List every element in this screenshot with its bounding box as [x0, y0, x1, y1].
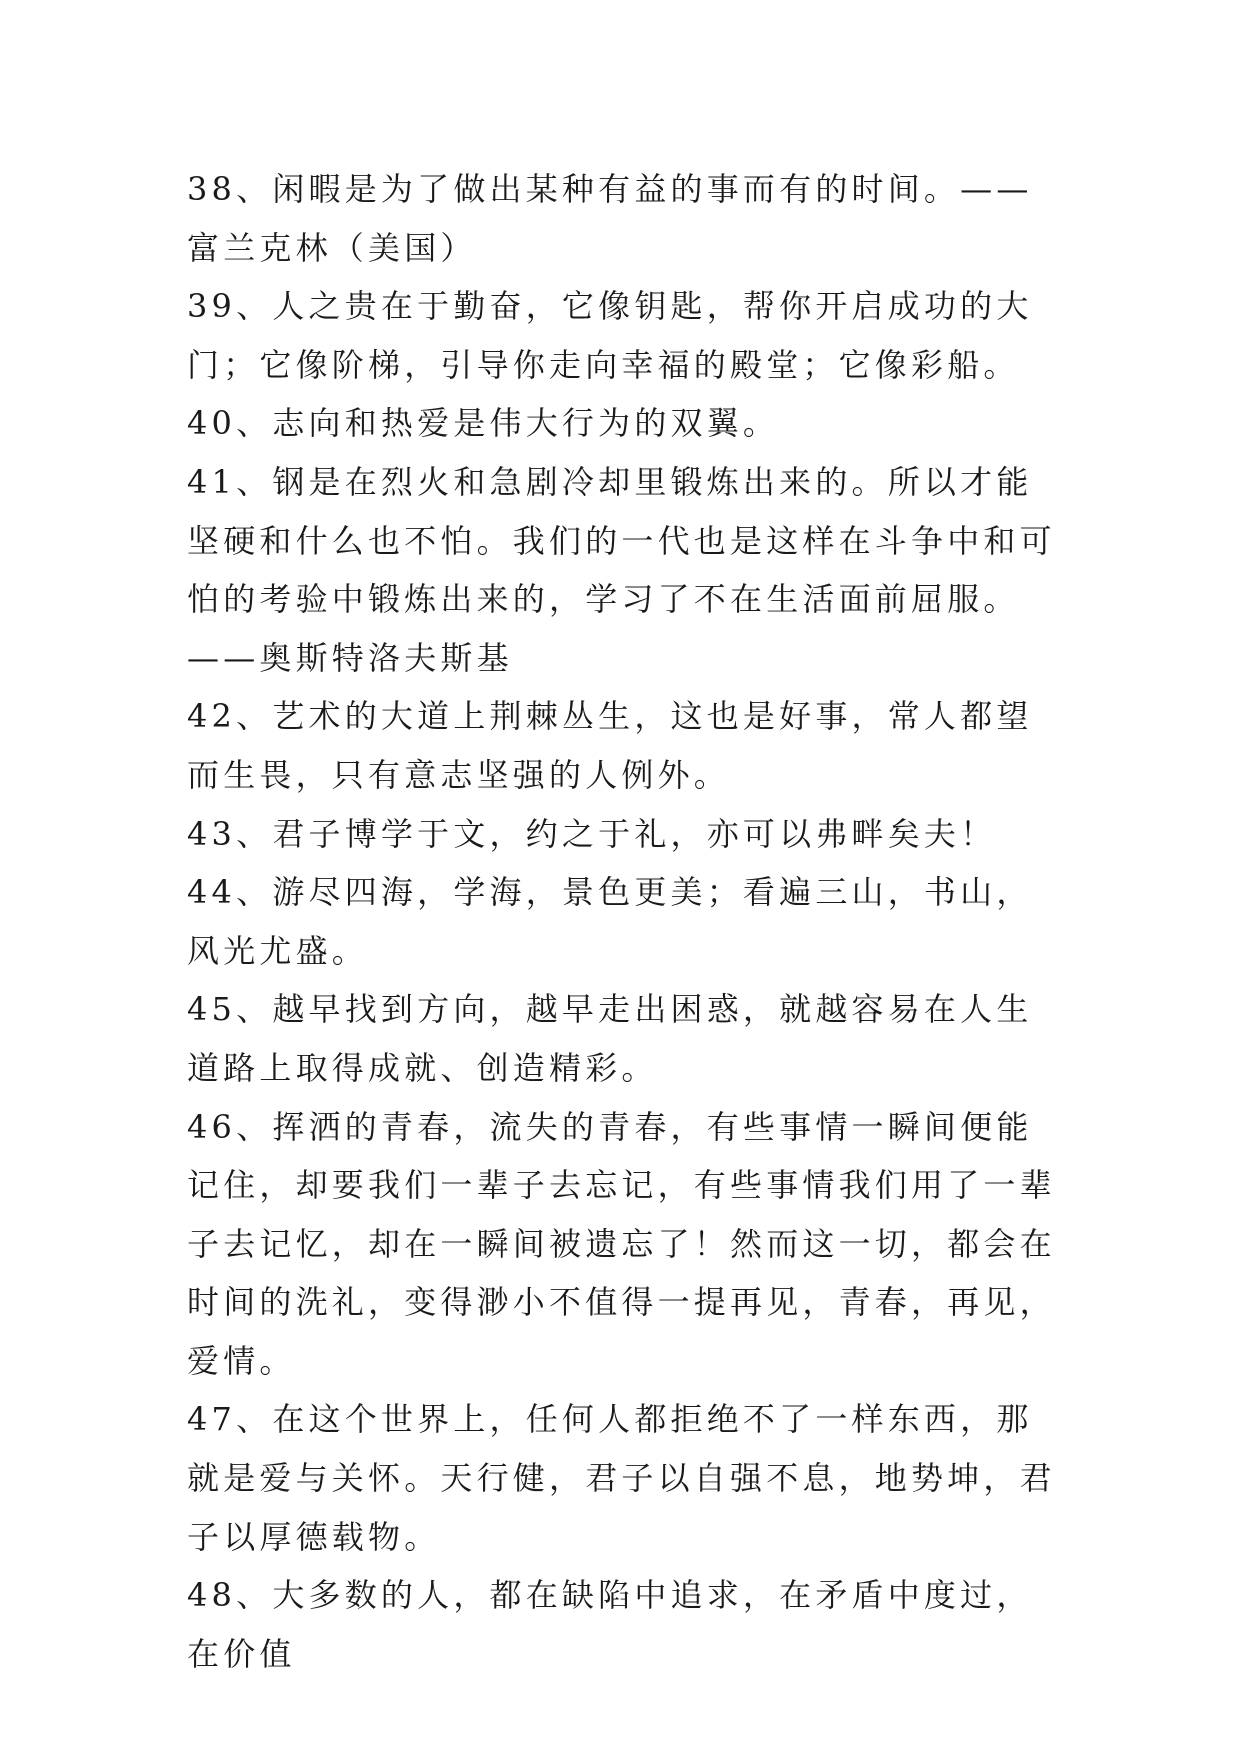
quote-45: 45、越早找到方向，越早走出困惑，就越容易在人生道路上取得成就、创造精彩。: [187, 990, 1033, 1087]
quote-41: 41、钢是在烈火和急剧冷却里锻炼出来的。所以才能坚硬和什么也不怕。我们的一代也是这样在斗争中和可怕的考验中锻炼出来的，学习了不在生活面前屈服。——奥斯特洛夫斯基: [187, 462, 1056, 677]
quote-48: 48、大多数的人，都在缺陷中追求，在矛盾中度过，在价值: [187, 1576, 1033, 1673]
quote-46: 46、挥洒的青春，流失的青春，有些事情一瞬间便能记住，却要我们一辈子去忘记，有些事情我们用了一辈子去记忆，却在一瞬间被遗忘了！然而这一切，都会在时间的洗礼，变得渺小不值得一提再见，青春，再见，爱情。: [187, 1107, 1056, 1380]
document-body: [187, 160, 1067, 1683]
quote-43: 43、君子博学于文，约之于礼，亦可以弗畔矣夫！: [187, 814, 997, 853]
quote-44: 44、游尽四海，学海，景色更美；看遍三山，书山，风光尤盛。: [187, 873, 1033, 970]
quote-39: 39、人之贵在于勤奋，它像钥匙，帮你开启成功的大门；它像阶梯，引导你走向幸福的殿堂；它像彩船。: [187, 287, 1033, 384]
quote-40: 40、志向和热爱是伟大行为的双翼。: [187, 404, 780, 443]
quote-47: 47、在这个世界上，任何人都拒绝不了一样东西，那就是爱与关怀。天行健，君子以自强不息，地势坤，君子以厚德载物。: [187, 1400, 1056, 1556]
quote-38: 38、闲暇是为了做出某种有益的事而有的时间。——富兰克林（美国）: [187, 170, 1033, 267]
quote-42: 42、艺术的大道上荆棘丛生，这也是好事，常人都望而生畏，只有意志坚强的人例外。: [187, 697, 1033, 794]
